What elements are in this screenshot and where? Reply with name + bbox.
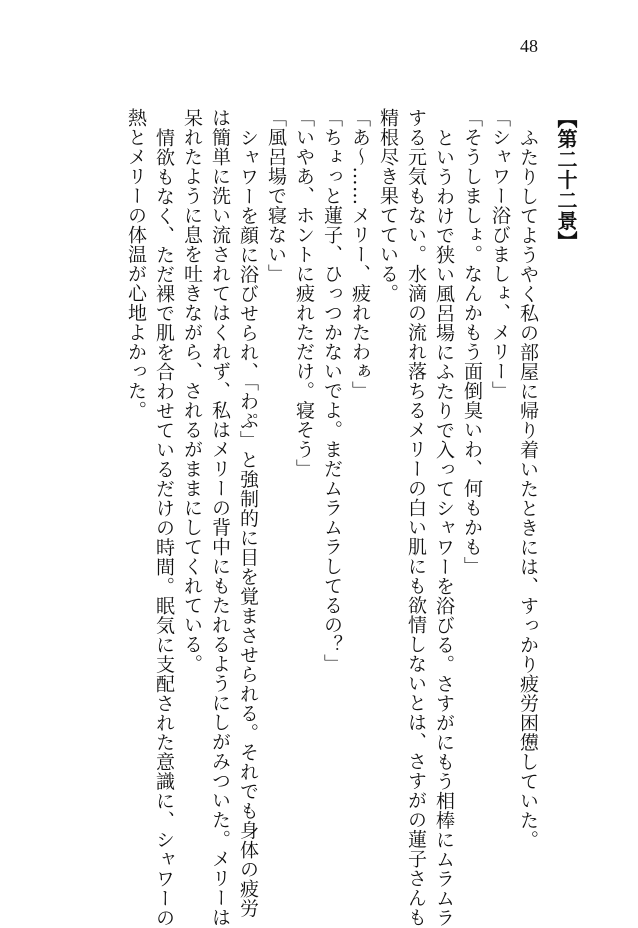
text-line: ふたりしてようやく私の部屋に帰り着いたときには、すっかり疲労困憊していた。 [517,128,539,850]
text-line: 「シャワー浴びましょ、メリー」 [489,108,511,401]
text-line: シャワーを顔に浴びせられ、「わぷ」と強制的に目を覚まさせられる。それでも身体の疲労 [237,128,259,918]
text-line: 情欲もなく、ただ裸で肌を合わせているだけの時間。眠気に支配された意識に、シャワーの [153,128,175,928]
text-line: 「ちょっと蓮子、ひっつかないでよ。まだムラムラしてるの？」 [321,108,343,674]
page-number: 48 [520,36,538,56]
text-line: する元気もない。水滴の流れ落ちるメリーの白い肌にも欲情しないとは、さすがの蓮子さんも [405,108,427,927]
text-line: は簡単に洗い流されてはくれず、私はメリーの背中にもたれるようにしがみついた。メリーは [209,108,231,927]
text-line: 精根尽き果てている。 [377,108,399,303]
text-line: 「あ〜……メリー、疲れたわぁ」 [349,108,371,401]
text-line: というわけで狭い風呂場にふたりで入ってシャワーを浴びる。さすがにもう相棒にムラムラ [433,128,455,928]
vertical-text-body [80,108,580,928]
text-line: 「そうしましょ。なんかもう面倒臭いわ、何もかも」 [461,108,483,576]
text-line: 呆れたように息を吐きながら、されるがままにしてくれている。 [181,108,203,674]
text-line: 熱とメリーの体温が心地よかった。 [125,108,147,420]
text-line: 「いやあ、ホントに疲れただけ。寝そう」 [293,108,315,479]
chapter-heading: 【第二十二景】 [554,108,578,252]
text-line: 「風呂場で寝ない」 [265,108,287,284]
